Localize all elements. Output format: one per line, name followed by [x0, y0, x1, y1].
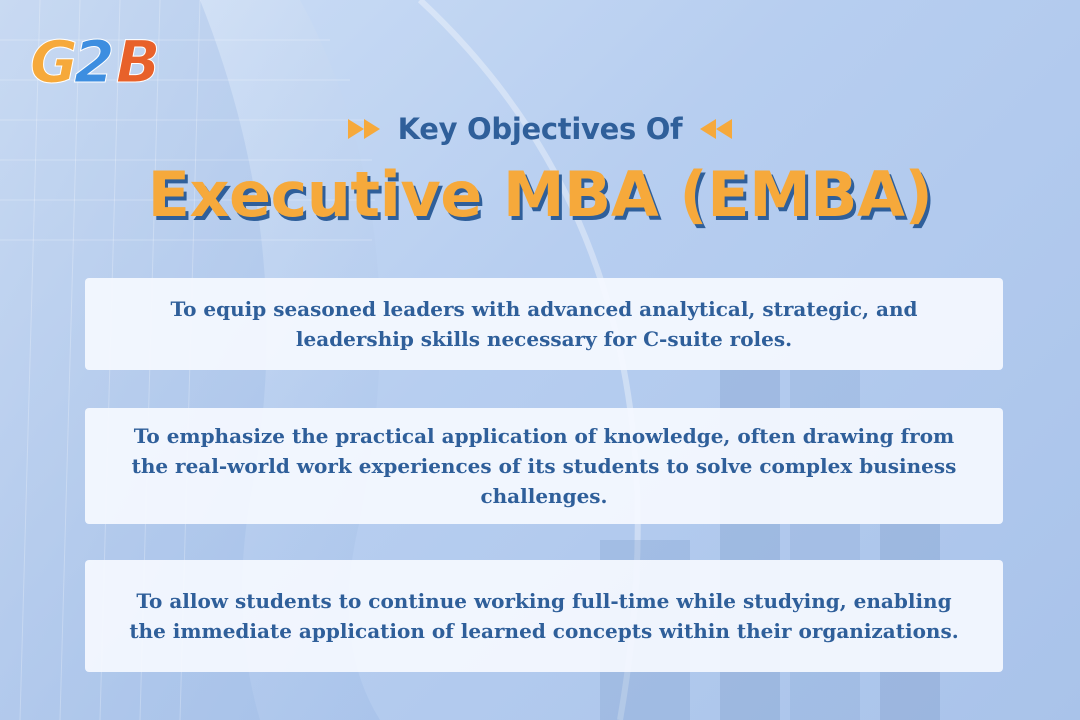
- page-title: Executive MBA (EMBA): [147, 158, 933, 231]
- objective-card: [85, 278, 1003, 370]
- double-chevron-right-icon: [348, 119, 380, 139]
- objective-card: [85, 408, 1003, 524]
- objective-card: [85, 560, 1003, 672]
- objective-text: To equip seasoned leaders with advanced analytical, strategic, and leadership skills necessary for C-suite roles.: [170, 297, 918, 351]
- g2b-logo: [28, 26, 176, 94]
- svg-text:2: 2: [74, 28, 115, 94]
- heading-row: [0, 112, 1080, 146]
- svg-text:G: G: [30, 28, 78, 94]
- double-chevron-left-icon: [700, 119, 732, 139]
- objective-text: To emphasize the practical application of knowledge, often drawing from the real-world work experiences of its students to solve complex business challenges.: [131, 424, 957, 508]
- objective-text: To allow students to continue working full-time while studying, enabling the immediate application of learned concepts within their organizations.: [129, 589, 959, 643]
- subtitle: Key Objectives Of: [397, 112, 683, 146]
- svg-text:B: B: [116, 28, 161, 94]
